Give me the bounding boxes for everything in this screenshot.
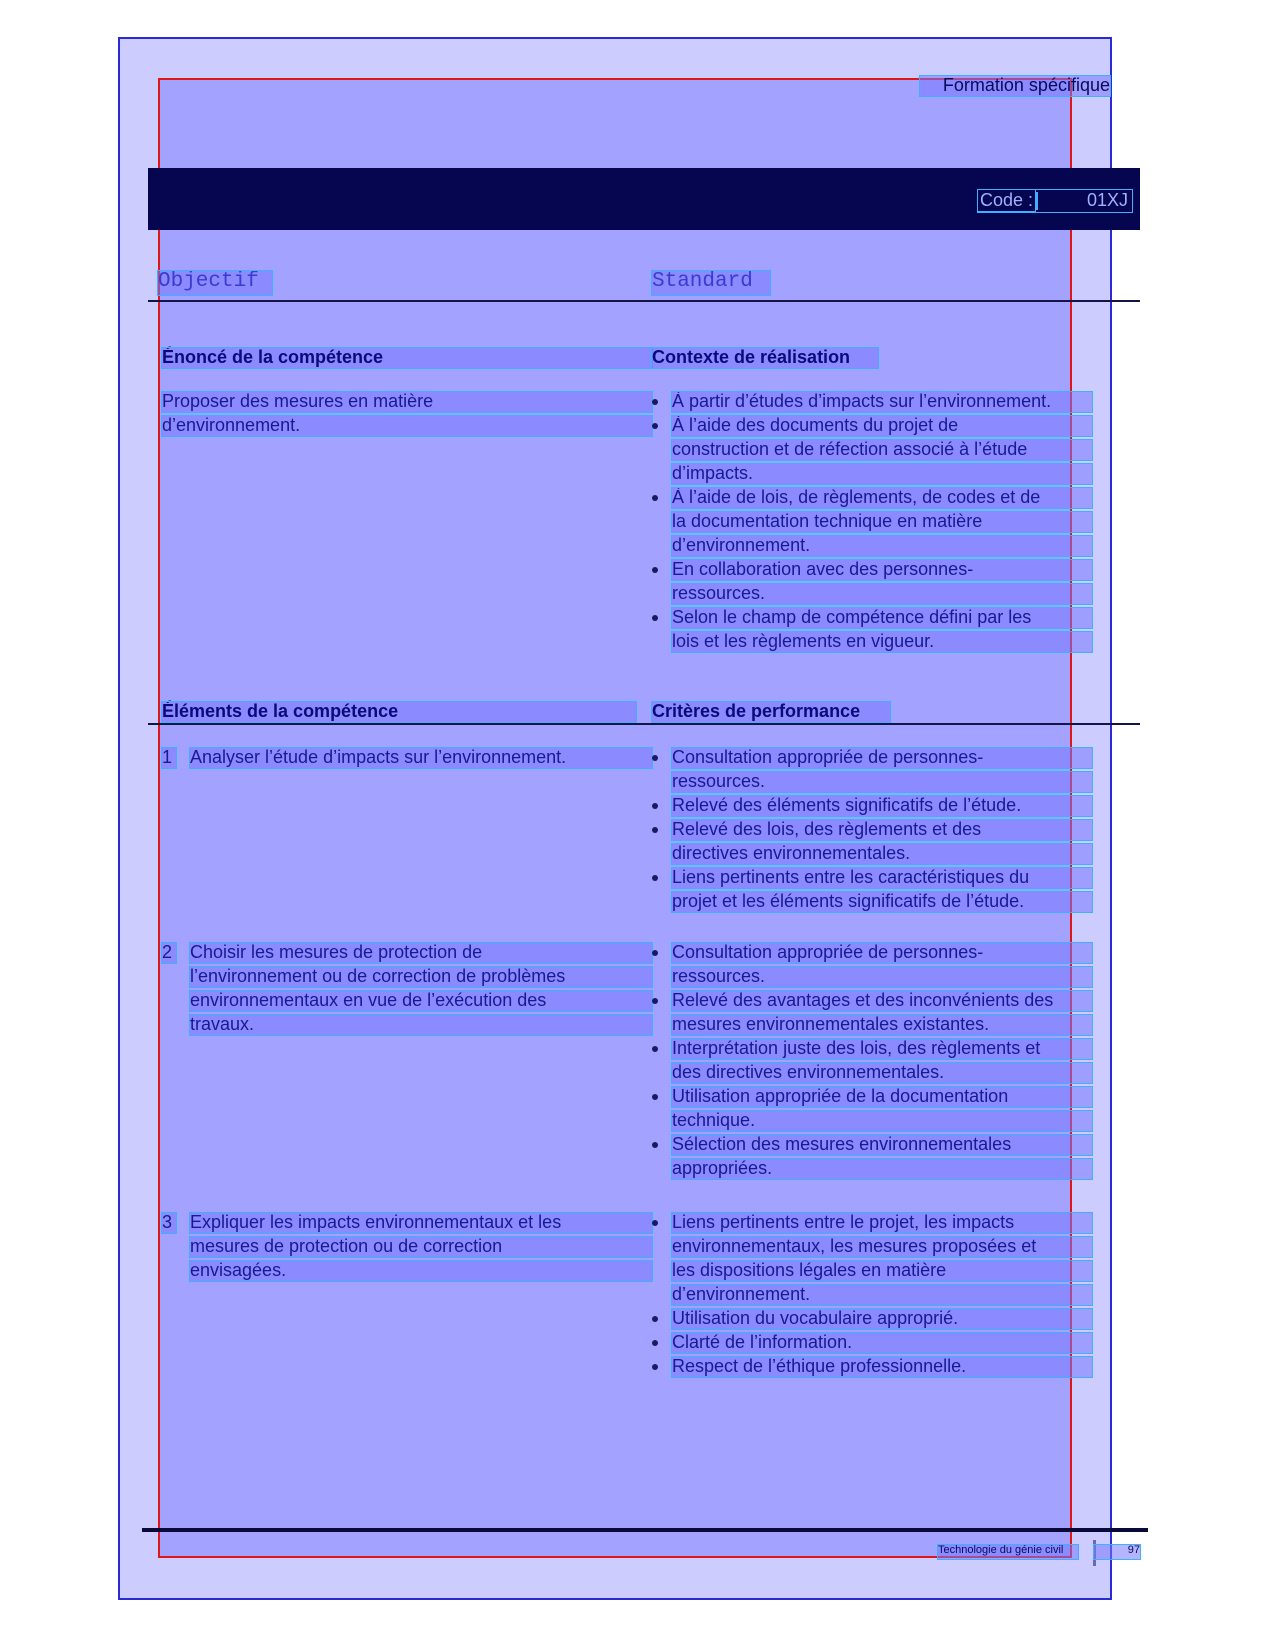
competency-line: d’environnement. (162, 416, 652, 436)
element-number: 1 (162, 748, 176, 768)
context-heading: Contexte de réalisation (652, 348, 878, 368)
bullet-icon (652, 875, 658, 881)
criterion-line: environnementaux, les mesures proposées et (672, 1237, 1092, 1257)
criterion-line: Sélection des mesures environnementales (672, 1135, 1092, 1155)
criterion-line: Clarté de l’information. (672, 1333, 1092, 1353)
element-line: l’environnement ou de correction de problèmes (190, 967, 652, 987)
objective-column-title: Objectif (158, 271, 272, 295)
bullet-icon (652, 495, 658, 501)
bullet-icon (652, 567, 658, 573)
page-number: 97 (1094, 1545, 1140, 1559)
criterion-line: Relevé des éléments significatifs de l’étude. (672, 796, 1092, 816)
criterion-line: lois et les règlements en vigueur. (672, 632, 1092, 652)
criterion-line: Utilisation appropriée de la documentation (672, 1087, 1092, 1107)
criterion-line: des directives environnementales. (672, 1063, 1092, 1083)
code-box (978, 190, 1132, 212)
criterion-line: Consultation appropriée de personnes- (672, 943, 1092, 963)
bullet-icon (652, 1220, 658, 1226)
criterion-line: Respect de l’éthique professionnelle. (672, 1357, 1092, 1377)
criterion-line: À l’aide des documents du projet de (672, 416, 1092, 436)
footer-rule (142, 1528, 1148, 1532)
section-title: Formation spécifique (920, 76, 1110, 96)
criterion-line: d’environnement. (672, 536, 1092, 556)
bullet-icon (652, 803, 658, 809)
criterion-line: Utilisation du vocabulaire approprié. (672, 1309, 1092, 1329)
criterion-line: Selon le champ de compétence défini par les (672, 608, 1092, 628)
standard-column-title: Standard (652, 271, 770, 295)
bullet-icon (652, 615, 658, 621)
bullet-icon (652, 1316, 658, 1322)
criterion-line: technique. (672, 1111, 1092, 1131)
criterion-line: Liens pertinents entre le projet, les impacts (672, 1213, 1092, 1233)
criterion-line: construction et de réfection associé à l’étude (672, 440, 1092, 460)
criteria-heading: Critères de performance (652, 702, 890, 722)
elements-heading: Éléments de la compétence (162, 702, 636, 722)
bullet-icon (652, 755, 658, 761)
competency-heading: Énoncé de la compétence (162, 348, 652, 368)
header-rule (148, 300, 1140, 302)
element-number: 2 (162, 943, 176, 963)
footer-program: Technologie du génie civil (938, 1545, 1078, 1559)
bullet-icon (652, 399, 658, 405)
criterion-line: Relevé des lois, des règlements et des (672, 820, 1092, 840)
criterion-line: la documentation technique en matière (672, 512, 1092, 532)
criterion-line: appropriées. (672, 1159, 1092, 1179)
criterion-line: Consultation appropriée de personnes- (672, 748, 1092, 768)
criterion-line: directives environnementales. (672, 844, 1092, 864)
code-value: 01XJ (1086, 190, 1128, 210)
criterion-line: Relevé des avantages et des inconvénients des (672, 991, 1092, 1011)
bullet-icon (652, 1364, 658, 1370)
criterion-line: les dispositions légales en matière (672, 1261, 1092, 1281)
criterion-line: d’environnement. (672, 1285, 1092, 1305)
bullet-icon (652, 423, 658, 429)
element-line: Expliquer les impacts environnementaux et les (190, 1213, 652, 1233)
element-line: Analyser l’étude d’impacts sur l’environnement. (190, 748, 652, 768)
code-separator (1036, 192, 1038, 210)
element-line: envisagées. (190, 1261, 652, 1281)
criterion-line: En collaboration avec des personnes- (672, 560, 1092, 580)
code-label: Code : (980, 190, 1034, 210)
criterion-line: À partir d’études d’impacts sur l’environnement. (672, 392, 1092, 412)
bullet-icon (652, 998, 658, 1004)
bullet-icon (652, 1340, 658, 1346)
bullet-icon (652, 1094, 658, 1100)
criterion-line: mesures environnementales existantes. (672, 1015, 1092, 1035)
element-line: travaux. (190, 1015, 652, 1035)
criterion-line: Interprétation juste des lois, des règlements et (672, 1039, 1092, 1059)
element-line: mesures de protection ou de correction (190, 1237, 652, 1257)
bullet-icon (652, 1142, 658, 1148)
criterion-line: d’impacts. (672, 464, 1092, 484)
element-line: environnementaux en vue de l’exécution des (190, 991, 652, 1011)
criterion-line: À l’aide de lois, de règlements, de codes et de (672, 488, 1092, 508)
criterion-line: projet et les éléments significatifs de l’étude. (672, 892, 1092, 912)
element-line: Choisir les mesures de protection de (190, 943, 652, 963)
criterion-line: ressources. (672, 967, 1092, 987)
competency-line: Proposer des mesures en matière (162, 392, 652, 412)
elements-rule (148, 723, 1140, 725)
bullet-icon (652, 950, 658, 956)
bullet-icon (652, 827, 658, 833)
criterion-line: Liens pertinents entre les caractéristiques du (672, 868, 1092, 888)
bullet-icon (652, 1046, 658, 1052)
criterion-line: ressources. (672, 772, 1092, 792)
element-number: 3 (162, 1213, 176, 1233)
criterion-line: ressources. (672, 584, 1092, 604)
